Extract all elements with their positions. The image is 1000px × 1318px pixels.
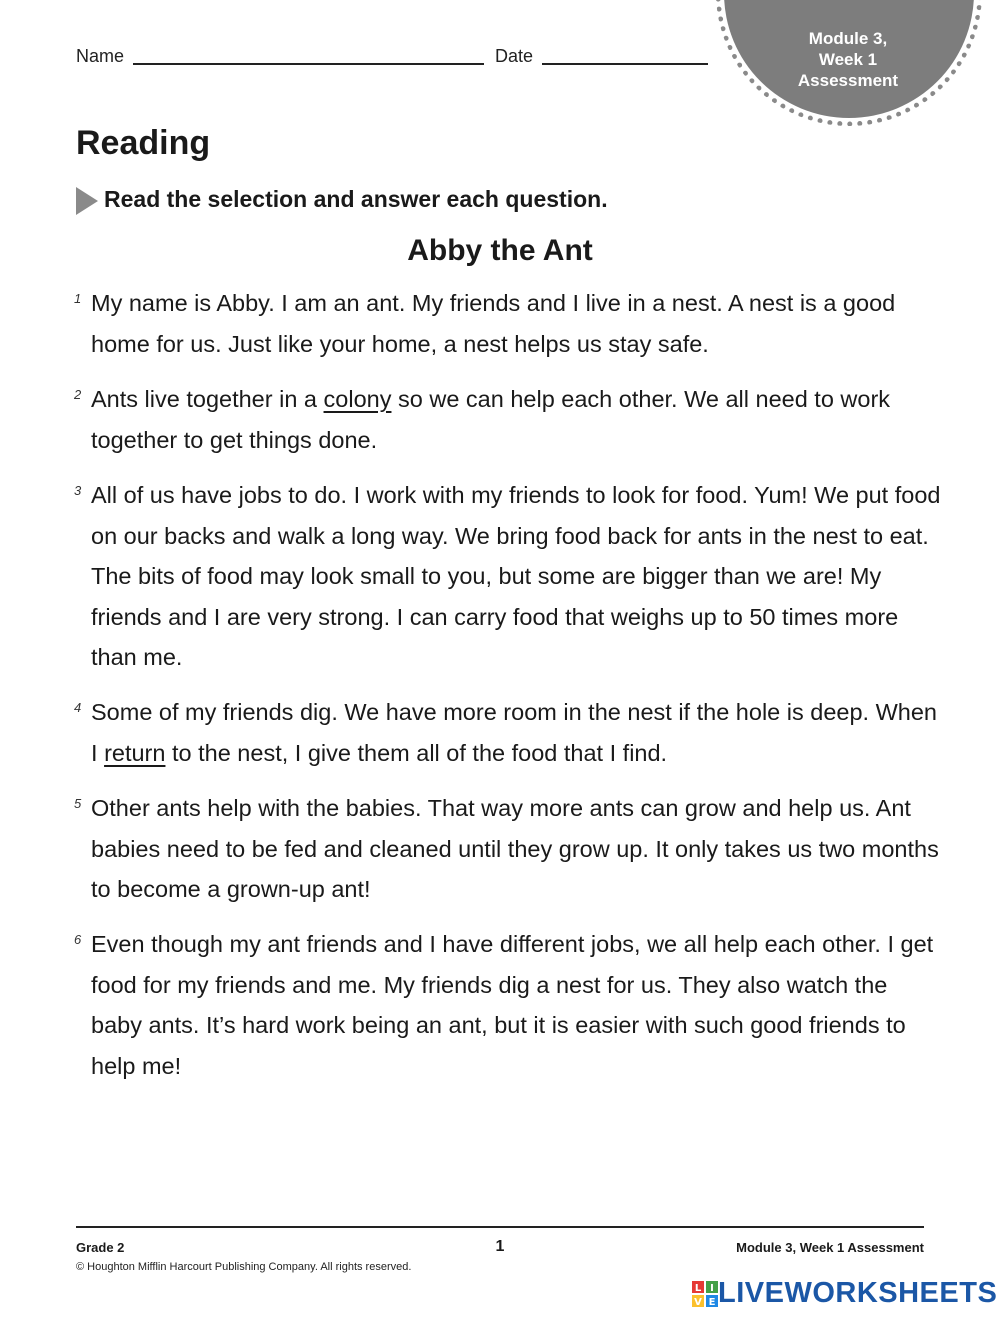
paragraph-number: 5 <box>74 796 82 811</box>
story-paragraph <box>91 283 941 364</box>
page-number: 1 <box>495 1238 505 1255</box>
paragraph-text: so we can help each other. We all need to work together to get things done. <box>91 386 891 453</box>
name-line[interactable] <box>133 63 484 65</box>
story-title: Abby the Ant <box>407 234 593 267</box>
vocabulary-word: return <box>104 739 166 766</box>
paragraph-text: Ants live together in a <box>91 386 324 412</box>
footer-grade: Grade 2 <box>76 1240 125 1255</box>
paragraph-text: Other ants help with the babies. That way more ants can grow and help us. Ant babies need to be fed and cleaned until they grow up. It only takes us two months to become a grown-up ant! <box>91 795 939 902</box>
badge-line: Week 1 <box>818 50 878 69</box>
liveworksheets-watermark: LIVEWORKSHEETS <box>718 1277 998 1309</box>
paragraph-text: My name is Abby. I am an ant. My friends and I live in a nest. A nest is a good home for us. Just like your home, a nest helps us stay safe. <box>91 290 896 357</box>
triangle-arrow-icon <box>76 187 98 215</box>
svg-text:E: E <box>708 1297 716 1307</box>
footer-assessment: Module 3, Week 1 Assessment <box>736 1240 924 1255</box>
date-label: Date <box>495 46 534 66</box>
paragraph-text: Even though my ant friends and I have different jobs, we all help each other. I get food for my friends and me. My friends dig a nest for us. They also watch the baby ants. It’s hard work being an ant, but it is easier with such good friends to help me! <box>91 931 934 1079</box>
story-paragraph <box>91 924 941 1086</box>
paragraph-number: 1 <box>74 291 82 306</box>
instruction-text: Read the selection and answer each question. <box>104 186 608 212</box>
badge-line: Module 3, <box>808 29 888 48</box>
svg-text:L: L <box>694 1283 702 1294</box>
svg-text:I: I <box>710 1283 714 1294</box>
paragraph-text: to the nest, I give them all of the food that I find. <box>165 739 668 766</box>
liveworksheets-logo-icon <box>692 1281 718 1307</box>
name-label: Name <box>76 46 125 66</box>
footer-divider <box>76 1226 924 1228</box>
story-paragraph <box>91 692 941 773</box>
copyright-notice: © Houghton Mifflin Harcourt Publishing Company. All rights reserved. <box>76 1261 412 1273</box>
section-title: Reading <box>76 124 211 162</box>
paragraph-text: All of us have jobs to do. I work with my friends to look for food. Yum! We put food on our backs and walk a long way. We bring food back for ants in the nest to eat. The bits of food may look small to you, but some are bigger than we are! My friends and I are very strong. I can carry food that weighs up to 50 times more than me. <box>91 482 941 670</box>
module-badge-text <box>760 28 936 91</box>
date-line[interactable] <box>542 63 708 65</box>
vocabulary-word: colony <box>323 386 392 412</box>
story-paragraph <box>91 788 941 910</box>
badge-line: Assessment <box>797 71 899 90</box>
story-paragraph <box>91 475 941 678</box>
paragraph-number: 3 <box>74 483 82 498</box>
paragraph-number: 6 <box>74 932 82 947</box>
story-paragraph <box>91 379 941 460</box>
paragraph-number: 2 <box>74 387 82 402</box>
paragraph-text: Some of my friends dig. We have more room in the nest if the hole is deep. When I <box>91 699 937 766</box>
paragraph-number: 4 <box>74 700 82 715</box>
svg-text:V: V <box>694 1297 702 1307</box>
